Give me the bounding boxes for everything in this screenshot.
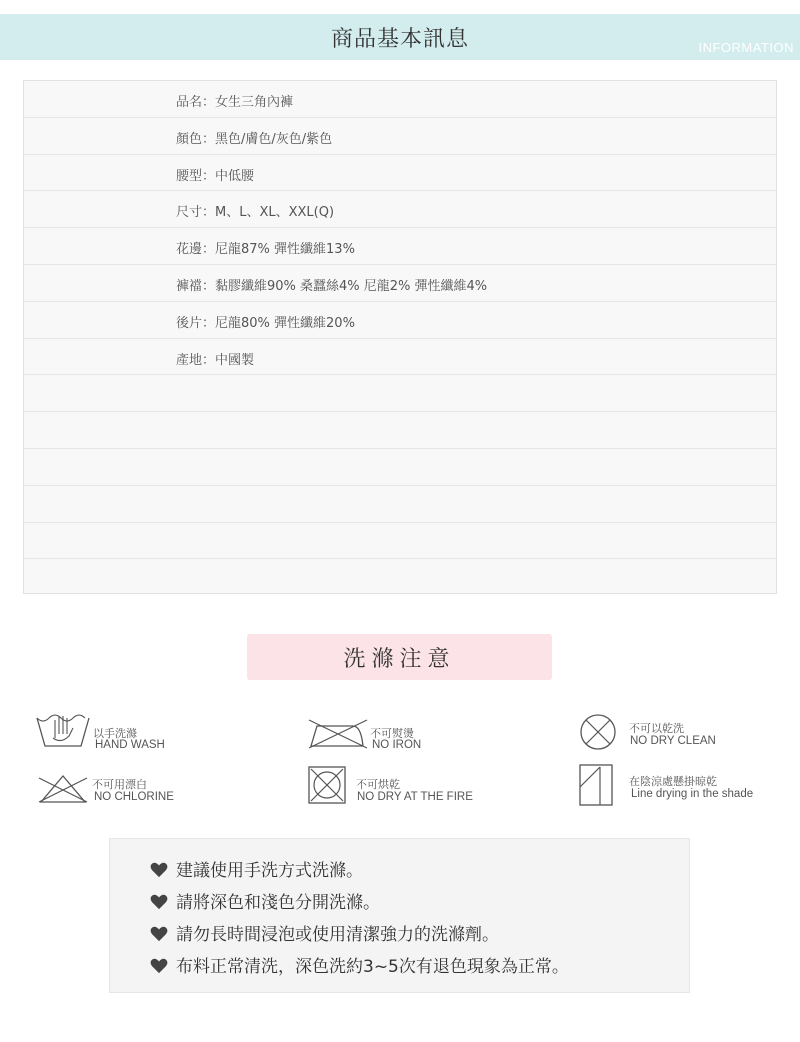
care-en: NO IRON: [372, 739, 422, 751]
care-item-hand-wash: [35, 710, 235, 755]
care-header: [247, 634, 552, 680]
care-zh: 在陰涼處懸掛晾乾: [629, 775, 717, 788]
care-en: NO DRY CLEAN: [630, 735, 716, 747]
spec-color: 顏色：黑色/膚色/灰色/紫色: [176, 131, 333, 147]
notes-box: [109, 838, 690, 993]
care-en: HAND WASH: [95, 739, 165, 751]
hand-wash-icon: [35, 710, 91, 750]
spec-row-empty: [24, 486, 776, 523]
note-item: [150, 888, 380, 913]
note-text: 布料正常清洗，深色洗約3~5次有退色現象為正常。: [176, 957, 569, 977]
spec-back: 後片：尼龍80% 彈性纖維20%: [176, 315, 355, 331]
spec-row: [24, 302, 776, 339]
care-en: Line drying in the shade: [631, 788, 754, 800]
no-iron-icon: [307, 718, 369, 750]
info-subtitle: INFORMATION: [698, 40, 794, 55]
spec-waist: 腰型：中低腰: [176, 168, 255, 184]
care-item-line-dry-shade: [578, 763, 788, 807]
spec-row: [24, 228, 776, 265]
spec-row: [24, 339, 776, 376]
spec-crotch: 褲襠：黏膠纖維90% 桑蠶絲4% 尼龍2% 彈性纖維4%: [176, 278, 488, 294]
spec-row-empty: [24, 412, 776, 449]
care-zh: 不可以乾洗: [629, 722, 684, 735]
care-item-no-iron: [307, 718, 507, 758]
care-zh: 以手洗滌: [93, 727, 137, 740]
note-text: 請將深色和淺色分開洗滌。: [176, 893, 380, 913]
heart-icon: [150, 894, 168, 910]
note-item: [150, 952, 569, 977]
care-en: NO DRY AT THE FIRE: [357, 791, 473, 803]
spec-row: [24, 265, 776, 302]
note-text: 建議使用手洗方式洗滌。: [176, 861, 363, 881]
info-title: 商品基本訊息: [330, 27, 469, 52]
heart-icon: [150, 862, 168, 878]
spec-size: 尺寸：M、L、XL、XXL(Q): [176, 205, 335, 221]
spec-lace: 花邊：尼龍87% 彈性纖維13%: [176, 242, 355, 258]
spec-row: [24, 81, 776, 118]
spec-row-empty: [24, 523, 776, 560]
spec-row: [24, 155, 776, 192]
care-item-no-tumble-dry: [307, 765, 507, 809]
info-header: [0, 14, 800, 60]
spec-row: [24, 118, 776, 155]
line-dry-shade-icon: [578, 763, 618, 807]
note-item: [150, 920, 499, 945]
care-item-no-dry-clean: [578, 712, 788, 752]
heart-icon: [150, 926, 168, 942]
no-tumble-dry-icon: [307, 765, 347, 805]
note-text: 請勿長時間浸泡或使用清潔強力的洗滌劑。: [176, 925, 499, 945]
spec-row-empty: [24, 449, 776, 486]
care-title: 洗滌注意: [343, 647, 456, 672]
care-item-no-bleach: [37, 772, 237, 808]
spec-row: [24, 191, 776, 228]
care-zh: 不可用漂白: [92, 778, 147, 791]
heart-icon: [150, 958, 168, 974]
spec-name: 品名：女生三角內褲: [176, 95, 294, 110]
care-zh: 不可熨燙: [370, 727, 414, 740]
spec-row-empty: [24, 559, 776, 596]
care-en: NO CHLORINE: [94, 791, 174, 803]
note-item: [150, 856, 363, 881]
spec-row-empty: [24, 375, 776, 412]
spec-table: [23, 80, 777, 594]
no-dry-clean-icon: [578, 712, 618, 752]
no-bleach-icon: [37, 772, 89, 804]
spec-origin: 產地：中國製: [176, 352, 255, 368]
care-zh: 不可烘乾: [356, 778, 400, 791]
